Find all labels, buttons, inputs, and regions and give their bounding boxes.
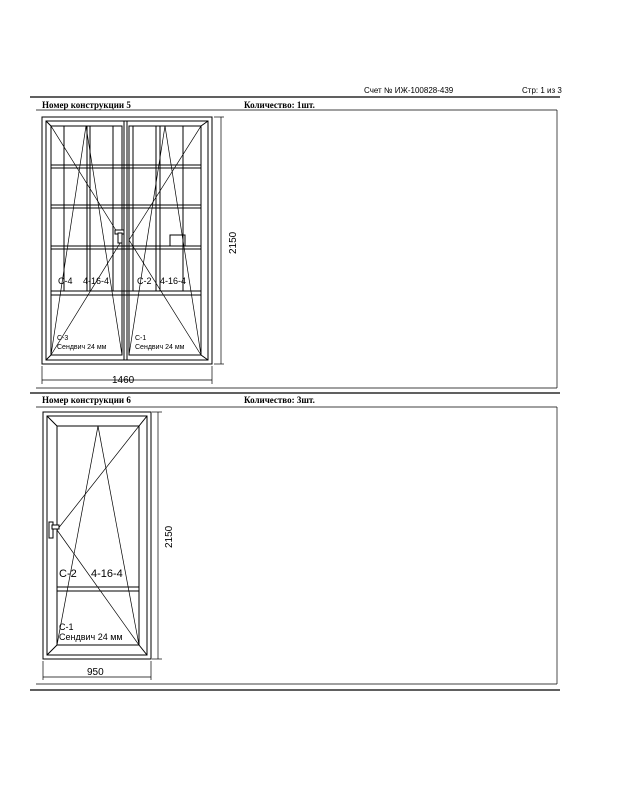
- construction-6-title: Номер конструкции 6: [42, 395, 131, 405]
- c5-left-bottom-label: С-3: [57, 335, 69, 342]
- c5-left-glass: 4-16-4: [83, 276, 110, 286]
- c6-glass: 4-16-4: [91, 568, 123, 580]
- construction-6-quantity: Количество: 3шт.: [244, 395, 315, 405]
- page-counter: Стр: 1 из 3: [522, 86, 562, 95]
- c5-width-dimension: 1460: [112, 375, 135, 386]
- c6-width-dimension: 950: [87, 667, 104, 678]
- construction-5-title: Номер конструкции 5: [42, 100, 131, 110]
- section-frame-6: [30, 407, 560, 690]
- c5-right-glass: 4-16-4: [160, 276, 187, 286]
- c5-left-bottom-fill: Сендвич 24 мм: [57, 344, 107, 351]
- c5-right-sash-label: С-2: [137, 276, 152, 286]
- c6-sash-label: С-2: [59, 568, 77, 580]
- section-frame-5: [30, 97, 560, 393]
- c6-bottom-label: С-1: [59, 622, 74, 632]
- invoice-number: Счет № ИЖ-100828-439: [364, 86, 454, 95]
- construction-5-quantity: Количество: 1шт.: [244, 100, 315, 110]
- c5-right-bottom-label: С-1: [135, 335, 147, 342]
- c6-bottom-fill: Сендвич 24 мм: [59, 632, 123, 642]
- c5-left-sash-label: С-4: [58, 276, 73, 286]
- c6-height-dimension: 2150: [164, 525, 175, 548]
- c5-right-bottom-fill: Сендвич 24 мм: [135, 344, 185, 351]
- c5-height-dimension: 2150: [228, 231, 239, 254]
